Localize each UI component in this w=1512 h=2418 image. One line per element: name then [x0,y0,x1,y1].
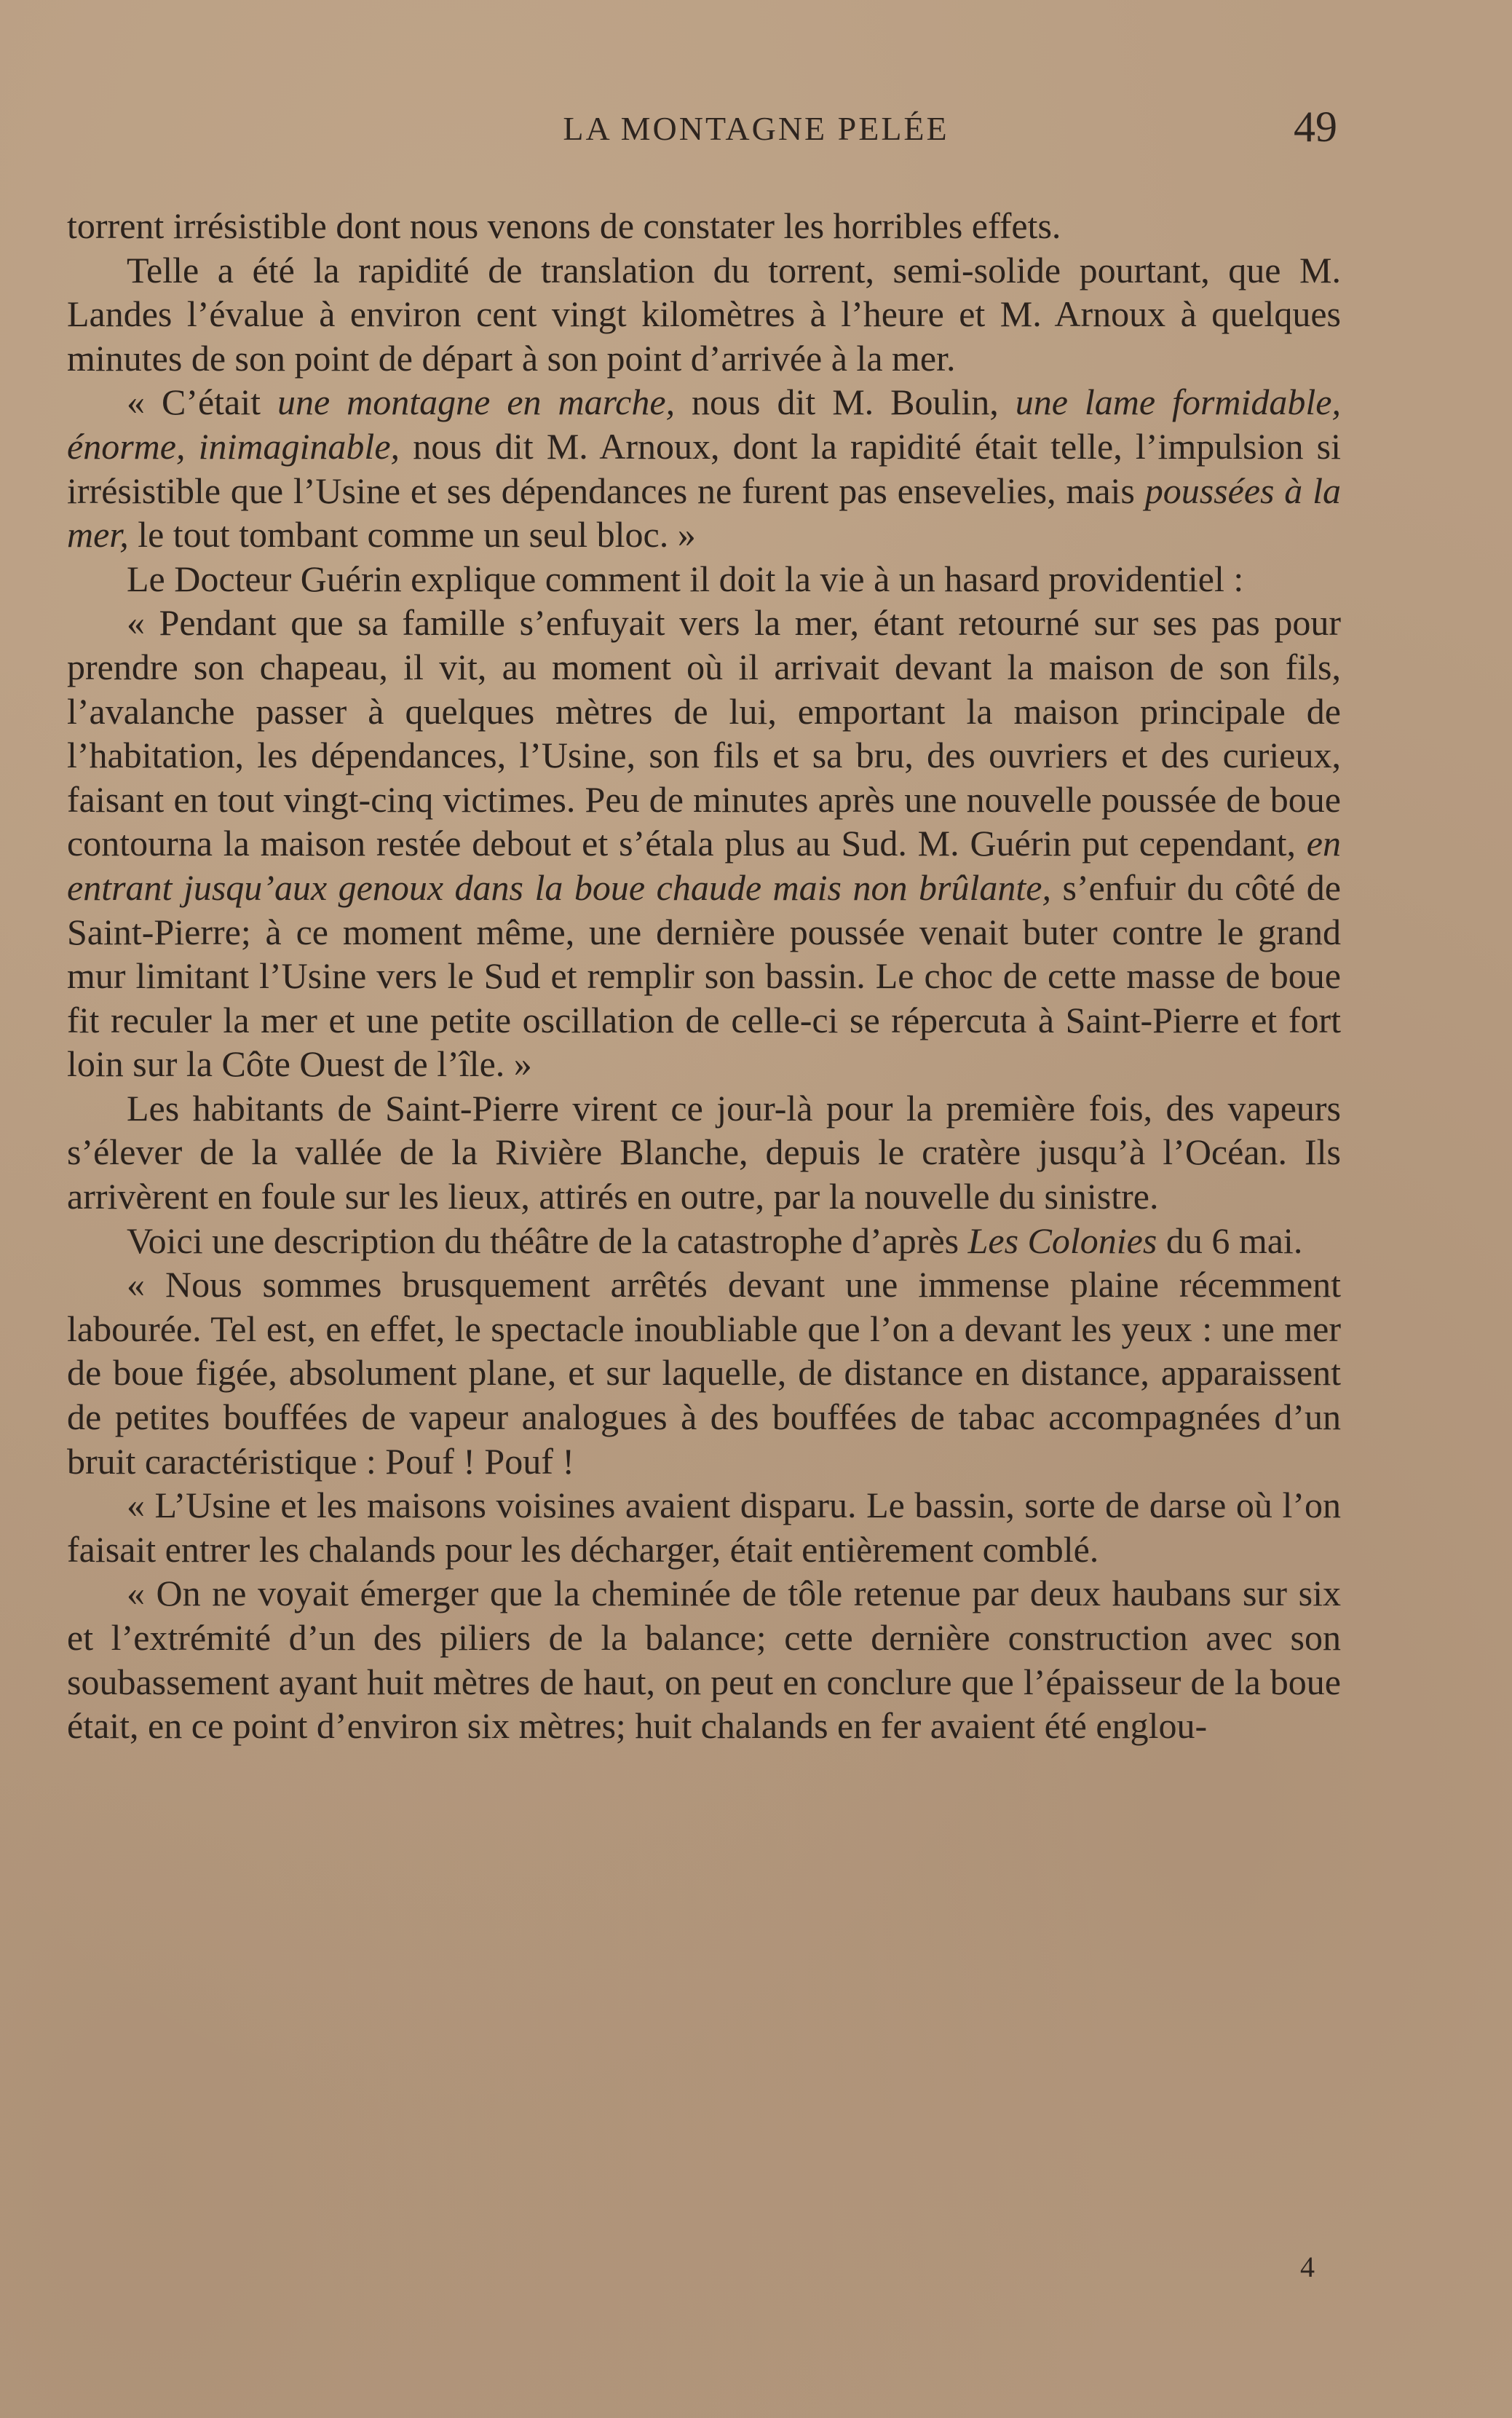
italic-phrase: une montagne en marche, [277,382,676,423]
paragraph: Telle a été la rapidité de translation du torrent, semi-solide pourtant, que M. Landes l’évalue à environ cent vingt kilomètres à l’heure et M. Arnoux à quelques minutes de son point de départ à son point d’arrivée à la mer. [67,249,1341,379]
body-text [67,204,1341,1748]
italic-phrase: Les Colonies [967,1220,1157,1261]
signature-mark: 4 [1300,2251,1315,2283]
italic-phrase: poussées à la mer, [67,470,1342,556]
paragraph: « Nous sommes brusquement arrêtés devant une immense plaine récemment labourée. Tel est, en effet, le spectacle inoubliable que l’on a devant les yeux : une mer de boue figée, absolument plane, et sur laquelle, de distance en distance, apparaissent de petites bouffées de vapeur analogues à des bouffées de tabac accompagnées d’un bruit caractéristique : Pouf ! Pouf ! [67,1264,1341,1482]
paragraph: torrent irrésistible dont nous venons de constater les horribles effets. [67,205,1061,246]
italic-phrase: en entrant jusqu’aux genoux dans la boue chaude mais non brûlante, [67,823,1341,908]
running-title: LA MONTAGNE PELÉE [563,110,949,147]
page-number: 49 [1294,103,1337,151]
paragraph: Voici une description du théâtre de la catastrophe d’après Les Colonies du 6 mai. [127,1220,1303,1261]
paragraph: Les habitants de Saint-Pierre virent ce jour-là pour la première fois, des vapeurs s’élever de la vallée de la Rivière Blanche, depuis le cratère jusqu’à l’Océan. Ils arrivèrent en foule sur les lieux, attirés en outre, par la nouvelle du sinistre. [67,1087,1341,1217]
paragraph: « C’était une montagne en marche, nous dit M. Boulin, une lame formidable, énorme, inimaginable, nous dit M. Arnoux, dont la rapidité était telle, l’impulsion si irrésistible que l’Usine et ses dépendances ne furent pas ensevelies, mais poussées à la mer, le tout tombant comme un seul bloc. » [67,382,1342,556]
paragraph: « L’Usine et les maisons voisines avaient disparu. Le bassin, sorte de darse où l’on faisait entrer les chalands pour les décharger, était entièrement comblé. [67,1485,1341,1570]
paragraph: « On ne voyait émerger que la cheminée de tôle retenue par deux haubans sur six et l’extrémité d’un des piliers de la balance; cette dernière construction avec son soubassement ayant huit mètres de haut, on peut en conclure que l’épaisseur de la boue était, en ce point d’environ six mètres; huit chalands en fer avaient été englou- [67,1573,1341,1747]
running-head [0,102,1512,160]
paragraph: Le Docteur Guérin explique comment il doit la vie à un hasard providentiel : [127,558,1244,599]
italic-phrase: une lame formidable, énorme, inimaginable, [67,382,1341,467]
paragraph: « Pendant que sa famille s’enfuyait vers la mer, étant retourné sur ses pas pour prendre son chapeau, il vit, au moment où il arrivait devant la maison de son fils, l’avalanche passer à quelques mètres de lui, emportant la maison principale de l’habitation, les dépendances, l’Usine, son fils et sa bru, des ouvriers et des curieux, faisant en tout vingt-cinq victimes. Peu de minutes après une nouvelle poussée de boue contourna la maison restée debout et s’étala plus au Sud. M. Guérin put cependant, en entrant jusqu’aux genoux dans la boue chaude mais non brûlante, s’enfuir du côté de Saint-Pierre; à ce moment même, une dernière poussée venait buter contre le grand mur limitant l’Usine vers le Sud et remplir son bassin. Le choc de cette masse de boue fit reculer la mer et une petite oscillation de celle-ci se répercuta à Saint-Pierre et fort loin sur la Côte Ouest de l’île. » [67,602,1341,1085]
